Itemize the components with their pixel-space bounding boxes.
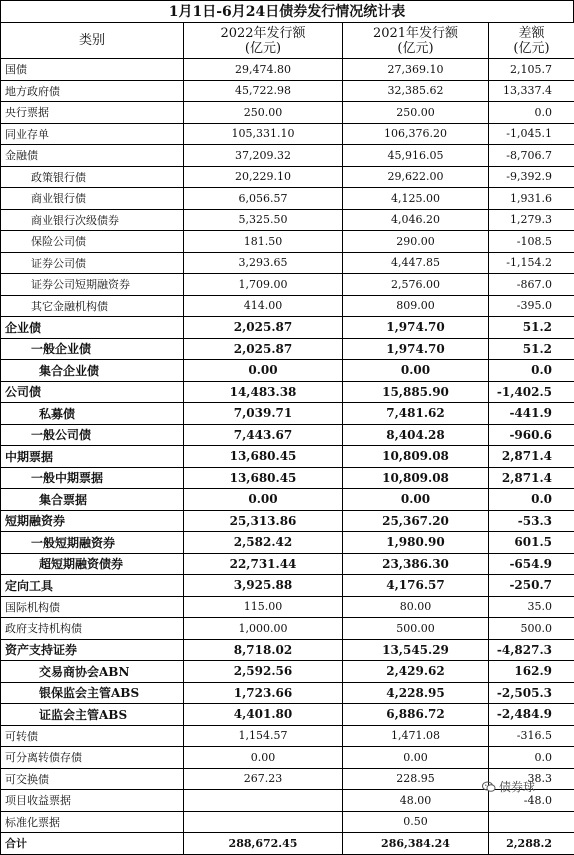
row-diff: 162.9 bbox=[489, 661, 574, 683]
row-category: 国际机构债 bbox=[1, 596, 184, 618]
row-diff: 13,337.4 bbox=[489, 80, 574, 102]
row-category: 资产支持证券 bbox=[1, 639, 184, 661]
row-value-2021: 15,885.90 bbox=[343, 381, 489, 403]
table-row bbox=[1, 145, 574, 167]
row-value-2022: 4,401.80 bbox=[184, 704, 343, 726]
row-value-2022: 13,680.45 bbox=[184, 467, 343, 489]
row-category: 政策银行债 bbox=[1, 166, 184, 188]
header-category: 类别 bbox=[1, 23, 184, 59]
row-value-2021: 2,576.00 bbox=[343, 274, 489, 296]
table-row bbox=[1, 489, 574, 511]
row-value-2022: 0.00 bbox=[184, 489, 343, 511]
row-diff: 0.0 bbox=[489, 360, 574, 382]
row-value-2021: 228.95 bbox=[343, 768, 489, 790]
row-value-2021: 290.00 bbox=[343, 231, 489, 253]
row-value-2021: 27,369.10 bbox=[343, 59, 489, 81]
table-row bbox=[1, 338, 574, 360]
table-body bbox=[1, 59, 574, 855]
row-category: 央行票据 bbox=[1, 102, 184, 124]
row-value-2021: 29,622.00 bbox=[343, 166, 489, 188]
row-diff: -9,392.9 bbox=[489, 166, 574, 188]
row-value-2022: 267.23 bbox=[184, 768, 343, 790]
row-diff: 500.0 bbox=[489, 618, 574, 640]
table-row bbox=[1, 188, 574, 210]
row-category: 项目收益票据 bbox=[1, 790, 184, 812]
row-value-2022: 8,718.02 bbox=[184, 639, 343, 661]
row-value-2021: 1,471.08 bbox=[343, 725, 489, 747]
row-category: 金融债 bbox=[1, 145, 184, 167]
row-value-2021: 45,916.05 bbox=[343, 145, 489, 167]
row-value-2022 bbox=[184, 790, 343, 812]
row-value-2022: 6,056.57 bbox=[184, 188, 343, 210]
row-category: 定向工具 bbox=[1, 575, 184, 597]
table-row bbox=[1, 575, 574, 597]
row-value-2021: 1,974.70 bbox=[343, 338, 489, 360]
table-row bbox=[1, 532, 574, 554]
row-value-2022: 25,313.86 bbox=[184, 510, 343, 532]
row-value-2021: 0.00 bbox=[343, 747, 489, 769]
table-row bbox=[1, 553, 574, 575]
row-value-2022: 1,709.00 bbox=[184, 274, 343, 296]
table-row bbox=[1, 833, 574, 855]
wechat-icon bbox=[482, 781, 496, 793]
row-category: 同业存单 bbox=[1, 123, 184, 145]
row-diff: -395.0 bbox=[489, 295, 574, 317]
row-diff bbox=[489, 811, 574, 833]
row-value-2021: 0.00 bbox=[343, 489, 489, 511]
table-title: 1月1日-6月24日债券发行情况统计表 bbox=[0, 0, 574, 22]
table-row bbox=[1, 725, 574, 747]
row-category: 公司债 bbox=[1, 381, 184, 403]
header-row bbox=[1, 23, 574, 59]
row-value-2021: 8,404.28 bbox=[343, 424, 489, 446]
row-value-2021: 6,886.72 bbox=[343, 704, 489, 726]
row-category: 合计 bbox=[1, 833, 184, 855]
row-value-2022: 20,229.10 bbox=[184, 166, 343, 188]
row-diff: 1,279.3 bbox=[489, 209, 574, 231]
row-value-2022: 288,672.45 bbox=[184, 833, 343, 855]
row-value-2021: 250.00 bbox=[343, 102, 489, 124]
row-diff: 1,931.6 bbox=[489, 188, 574, 210]
row-value-2022: 414.00 bbox=[184, 295, 343, 317]
table-row bbox=[1, 811, 574, 833]
table-row bbox=[1, 747, 574, 769]
row-diff: -2,484.9 bbox=[489, 704, 574, 726]
row-value-2021: 1,980.90 bbox=[343, 532, 489, 554]
row-value-2021: 32,385.62 bbox=[343, 80, 489, 102]
table-row bbox=[1, 360, 574, 382]
watermark-text: 债券球 bbox=[499, 778, 535, 795]
table-row bbox=[1, 102, 574, 124]
table-row bbox=[1, 231, 574, 253]
row-category: 证券公司短期融资券 bbox=[1, 274, 184, 296]
row-value-2022: 2,582.42 bbox=[184, 532, 343, 554]
row-category: 一般中期票据 bbox=[1, 467, 184, 489]
row-category: 可交换债 bbox=[1, 768, 184, 790]
row-value-2022: 29,474.80 bbox=[184, 59, 343, 81]
row-value-2022: 45,722.98 bbox=[184, 80, 343, 102]
row-diff: -108.5 bbox=[489, 231, 574, 253]
row-value-2021: 4,046.20 bbox=[343, 209, 489, 231]
table-row bbox=[1, 596, 574, 618]
row-category: 银保监会主管ABS bbox=[1, 682, 184, 704]
table-row bbox=[1, 446, 574, 468]
table-row bbox=[1, 317, 574, 339]
row-value-2022: 7,039.71 bbox=[184, 403, 343, 425]
header-diff: 差额 (亿元) bbox=[489, 23, 574, 59]
row-value-2022: 13,680.45 bbox=[184, 446, 343, 468]
table-row bbox=[1, 704, 574, 726]
row-value-2022: 181.50 bbox=[184, 231, 343, 253]
row-diff: -960.6 bbox=[489, 424, 574, 446]
row-diff: -1,154.2 bbox=[489, 252, 574, 274]
table-row bbox=[1, 682, 574, 704]
table-row bbox=[1, 252, 574, 274]
row-value-2022: 1,000.00 bbox=[184, 618, 343, 640]
row-value-2021: 23,386.30 bbox=[343, 553, 489, 575]
row-diff: 2,871.4 bbox=[489, 446, 574, 468]
row-category: 交易商协会ABN bbox=[1, 661, 184, 683]
row-value-2022 bbox=[184, 811, 343, 833]
row-diff: 0.0 bbox=[489, 489, 574, 511]
row-category: 证券公司债 bbox=[1, 252, 184, 274]
row-value-2021: 809.00 bbox=[343, 295, 489, 317]
row-diff: 601.5 bbox=[489, 532, 574, 554]
row-diff: 38.3 bbox=[489, 768, 574, 790]
row-diff: -250.7 bbox=[489, 575, 574, 597]
row-diff: -867.0 bbox=[489, 274, 574, 296]
row-diff: 2,105.7 bbox=[489, 59, 574, 81]
row-value-2022: 115.00 bbox=[184, 596, 343, 618]
table-row bbox=[1, 381, 574, 403]
row-value-2021: 4,176.57 bbox=[343, 575, 489, 597]
row-category: 私募债 bbox=[1, 403, 184, 425]
table-row bbox=[1, 510, 574, 532]
row-diff: -1,045.1 bbox=[489, 123, 574, 145]
watermark bbox=[482, 778, 535, 795]
row-value-2022: 7,443.67 bbox=[184, 424, 343, 446]
row-value-2022: 250.00 bbox=[184, 102, 343, 124]
row-value-2022: 3,293.65 bbox=[184, 252, 343, 274]
table-row bbox=[1, 424, 574, 446]
table-row bbox=[1, 166, 574, 188]
row-diff: 2,288.2 bbox=[489, 833, 574, 855]
row-category: 短期融资券 bbox=[1, 510, 184, 532]
row-diff: -53.3 bbox=[489, 510, 574, 532]
row-value-2021: 1,974.70 bbox=[343, 317, 489, 339]
row-value-2021: 4,447.85 bbox=[343, 252, 489, 274]
row-diff: 2,871.4 bbox=[489, 467, 574, 489]
row-diff: -2,505.3 bbox=[489, 682, 574, 704]
row-value-2021: 106,376.20 bbox=[343, 123, 489, 145]
row-category: 政府支持机构债 bbox=[1, 618, 184, 640]
table-row bbox=[1, 295, 574, 317]
row-value-2021: 0.00 bbox=[343, 360, 489, 382]
table-row bbox=[1, 274, 574, 296]
row-category: 可转债 bbox=[1, 725, 184, 747]
row-category: 一般企业债 bbox=[1, 338, 184, 360]
row-value-2021: 4,125.00 bbox=[343, 188, 489, 210]
row-value-2022: 1,723.66 bbox=[184, 682, 343, 704]
row-diff: -441.9 bbox=[489, 403, 574, 425]
row-value-2022: 0.00 bbox=[184, 747, 343, 769]
row-value-2022: 3,925.88 bbox=[184, 575, 343, 597]
row-category: 标准化票据 bbox=[1, 811, 184, 833]
row-category: 商业银行次级债券 bbox=[1, 209, 184, 231]
row-category: 可分离转债存债 bbox=[1, 747, 184, 769]
row-value-2021: 80.00 bbox=[343, 596, 489, 618]
row-category: 证监会主管ABS bbox=[1, 704, 184, 726]
row-value-2021: 48.00 bbox=[343, 790, 489, 812]
row-category: 中期票据 bbox=[1, 446, 184, 468]
row-value-2022: 37,209.32 bbox=[184, 145, 343, 167]
row-value-2022: 0.00 bbox=[184, 360, 343, 382]
table-row bbox=[1, 209, 574, 231]
row-value-2022: 5,325.50 bbox=[184, 209, 343, 231]
statistics-table bbox=[0, 22, 574, 855]
row-value-2021: 4,228.95 bbox=[343, 682, 489, 704]
row-category: 一般公司债 bbox=[1, 424, 184, 446]
table-row bbox=[1, 639, 574, 661]
row-diff: -4,827.3 bbox=[489, 639, 574, 661]
row-diff: -316.5 bbox=[489, 725, 574, 747]
row-category: 集合企业债 bbox=[1, 360, 184, 382]
row-value-2021: 0.50 bbox=[343, 811, 489, 833]
row-value-2022: 2,592.56 bbox=[184, 661, 343, 683]
row-value-2021: 7,481.62 bbox=[343, 403, 489, 425]
row-value-2021: 10,809.08 bbox=[343, 467, 489, 489]
row-diff: 35.0 bbox=[489, 596, 574, 618]
row-category: 集合票据 bbox=[1, 489, 184, 511]
table-row bbox=[1, 403, 574, 425]
table-row bbox=[1, 618, 574, 640]
table-row bbox=[1, 123, 574, 145]
row-value-2022: 22,731.44 bbox=[184, 553, 343, 575]
table-row bbox=[1, 661, 574, 683]
header-2022: 2022年发行额 (亿元) bbox=[184, 23, 343, 59]
row-category: 保险公司债 bbox=[1, 231, 184, 253]
row-category: 其它金融机构债 bbox=[1, 295, 184, 317]
row-value-2022: 2,025.87 bbox=[184, 338, 343, 360]
row-diff: 0.0 bbox=[489, 747, 574, 769]
row-diff: 0.0 bbox=[489, 102, 574, 124]
row-value-2021: 500.00 bbox=[343, 618, 489, 640]
row-category: 一般短期融资券 bbox=[1, 532, 184, 554]
row-category: 超短期融资债券 bbox=[1, 553, 184, 575]
table-row bbox=[1, 80, 574, 102]
row-value-2022: 2,025.87 bbox=[184, 317, 343, 339]
row-category: 企业债 bbox=[1, 317, 184, 339]
row-diff: -8,706.7 bbox=[489, 145, 574, 167]
row-diff: -48.0 bbox=[489, 790, 574, 812]
row-diff: -654.9 bbox=[489, 553, 574, 575]
row-category: 商业银行债 bbox=[1, 188, 184, 210]
header-2021: 2021年发行额 (亿元) bbox=[343, 23, 489, 59]
row-value-2021: 286,384.24 bbox=[343, 833, 489, 855]
row-value-2022: 14,483.38 bbox=[184, 381, 343, 403]
row-value-2022: 105,331.10 bbox=[184, 123, 343, 145]
row-diff: -1,402.5 bbox=[489, 381, 574, 403]
row-value-2022: 1,154.57 bbox=[184, 725, 343, 747]
row-category: 国债 bbox=[1, 59, 184, 81]
table-row bbox=[1, 59, 574, 81]
row-category: 地方政府债 bbox=[1, 80, 184, 102]
table-row bbox=[1, 467, 574, 489]
row-value-2021: 10,809.08 bbox=[343, 446, 489, 468]
row-value-2021: 25,367.20 bbox=[343, 510, 489, 532]
row-diff: 51.2 bbox=[489, 317, 574, 339]
row-value-2021: 13,545.29 bbox=[343, 639, 489, 661]
row-value-2021: 2,429.62 bbox=[343, 661, 489, 683]
row-diff: 51.2 bbox=[489, 338, 574, 360]
